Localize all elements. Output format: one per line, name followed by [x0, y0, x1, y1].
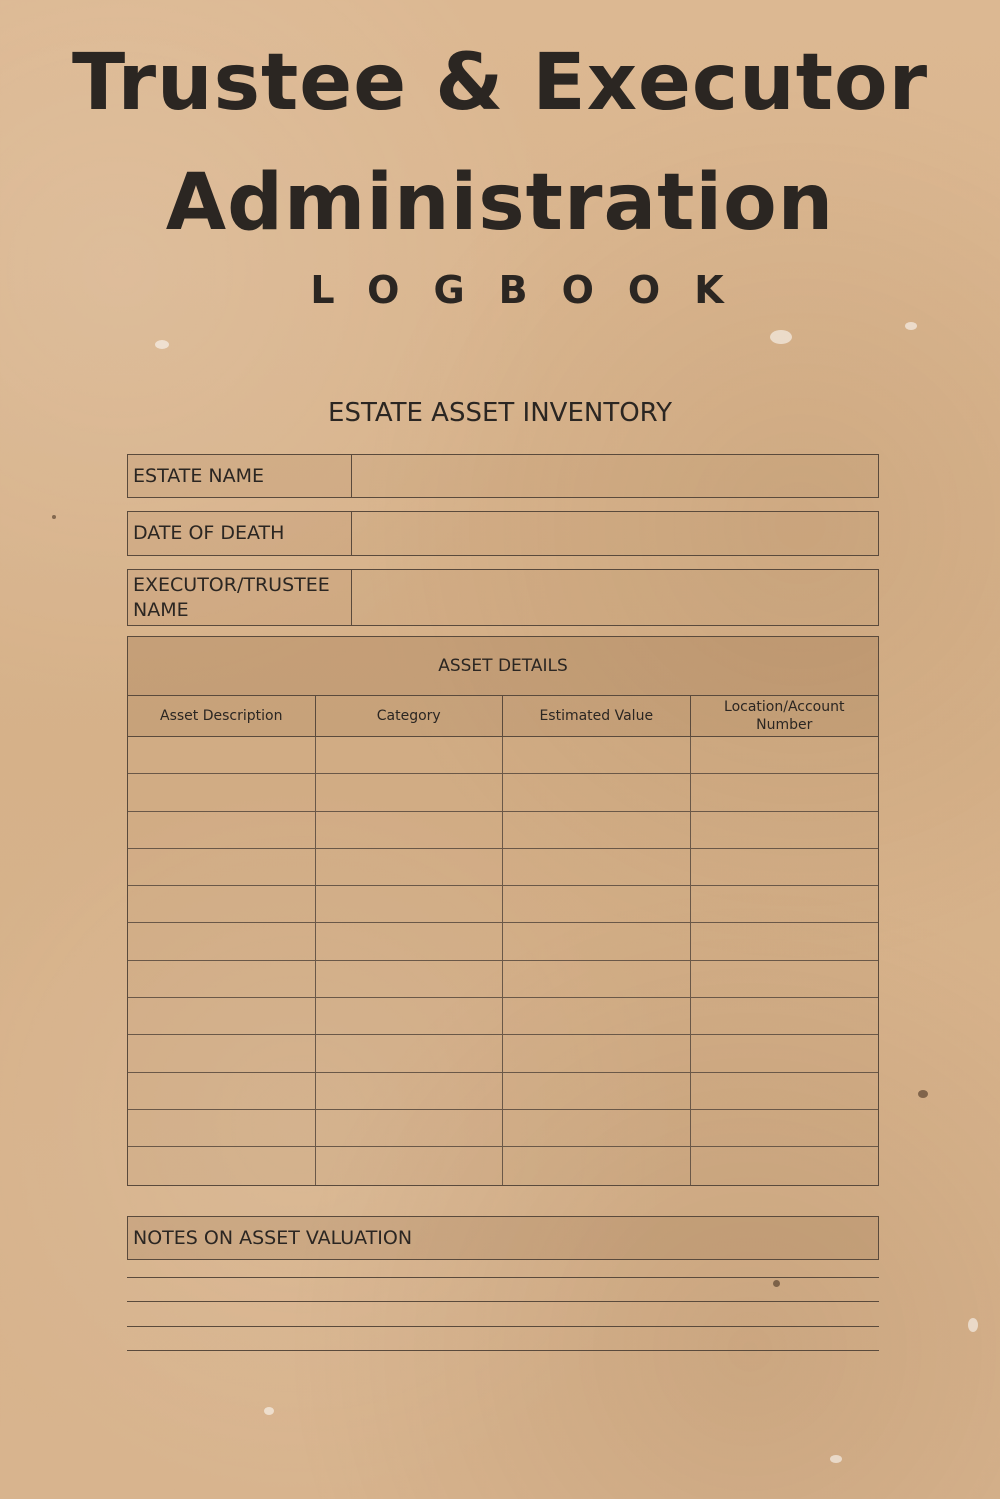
- paper-speck: [264, 1407, 274, 1415]
- table-cell: [503, 923, 691, 959]
- table-cell: [128, 1110, 316, 1146]
- table-cell: [316, 1073, 504, 1109]
- table-cell: [691, 886, 879, 922]
- executor-name-field: [352, 570, 878, 625]
- executor-name-label: EXECUTOR/TRUSTEE NAME: [128, 570, 352, 625]
- paper-speck: [918, 1090, 928, 1098]
- paper-speck: [830, 1455, 842, 1463]
- table-cell: [316, 1110, 504, 1146]
- table-cell: [316, 774, 504, 810]
- column-location-account-number: Location/Account Number: [724, 699, 845, 733]
- table-cell: [691, 849, 879, 885]
- table-cell: [128, 1035, 316, 1071]
- table-cell: [128, 737, 316, 773]
- note-line: [127, 1277, 879, 1278]
- table-cell: [503, 812, 691, 848]
- form-heading: ESTATE ASSET INVENTORY: [328, 398, 672, 428]
- table-cell: [691, 737, 879, 773]
- table-cell: [128, 998, 316, 1034]
- column-category: Category: [316, 696, 504, 736]
- note-line: [127, 1326, 879, 1327]
- asset-details-table: [127, 636, 879, 1186]
- table-cell: [691, 774, 879, 810]
- asset-details-header: ASSET DETAILS: [128, 637, 878, 696]
- table-cell: [503, 737, 691, 773]
- paper-speck: [968, 1318, 978, 1332]
- table-cell: [316, 998, 504, 1034]
- table-cell: [503, 886, 691, 922]
- table-row: [128, 774, 878, 811]
- table-row: [128, 1073, 878, 1110]
- table-cell: [691, 812, 879, 848]
- table-row: [128, 998, 878, 1035]
- paper-speck: [773, 1280, 780, 1287]
- column-asset-description: Asset Description: [128, 696, 316, 736]
- table-row: [128, 1147, 878, 1184]
- table-cell: [503, 1073, 691, 1109]
- table-row: [128, 961, 878, 998]
- column-estimated-value: Estimated Value: [503, 696, 691, 736]
- estate-name-field: [352, 455, 878, 497]
- estate-name-row: [127, 454, 879, 498]
- table-cell: [316, 923, 504, 959]
- table-cell: [503, 998, 691, 1034]
- table-cell: [691, 1110, 879, 1146]
- table-row: [128, 1110, 878, 1147]
- book-title-line-2: Administration: [165, 158, 835, 248]
- table-cell: [128, 1147, 316, 1184]
- table-cell: [128, 849, 316, 885]
- table-cell: [503, 1035, 691, 1071]
- table-cell: [691, 923, 879, 959]
- table-row: [128, 886, 878, 923]
- table-cell: [691, 1073, 879, 1109]
- date-of-death-field: [352, 512, 878, 555]
- table-cell: [316, 1035, 504, 1071]
- table-cell: [128, 886, 316, 922]
- paper-speck: [52, 515, 56, 519]
- book-subtitle: LOGBOOK: [310, 268, 758, 312]
- table-cell: [316, 849, 504, 885]
- table-cell: [503, 1110, 691, 1146]
- book-title-line-1: Trustee & Executor: [71, 38, 929, 128]
- table-cell: [503, 774, 691, 810]
- table-cell: [316, 737, 504, 773]
- paper-speck: [770, 330, 792, 344]
- table-cell: [316, 1147, 504, 1184]
- table-cell: [691, 998, 879, 1034]
- table-cell: [691, 1147, 879, 1184]
- table-cell: [503, 849, 691, 885]
- table-row: [128, 923, 878, 960]
- note-line: [127, 1301, 879, 1302]
- table-cell: [128, 812, 316, 848]
- paper-speck: [155, 340, 169, 349]
- table-row: [128, 1035, 878, 1072]
- table-cell: [128, 774, 316, 810]
- date-of-death-row: [127, 511, 879, 556]
- table-cell: [691, 961, 879, 997]
- asset-rows: [128, 737, 878, 1185]
- paper-speck: [905, 322, 917, 330]
- date-of-death-label: DATE OF DEATH: [128, 512, 352, 555]
- table-cell: [128, 923, 316, 959]
- estate-name-label: ESTATE NAME: [128, 455, 352, 497]
- table-cell: [316, 886, 504, 922]
- note-line: [127, 1350, 879, 1351]
- table-cell: [503, 961, 691, 997]
- table-cell: [316, 961, 504, 997]
- table-row: [128, 849, 878, 886]
- executor-name-row: [127, 569, 879, 626]
- asset-column-headers: [128, 696, 878, 737]
- table-cell: [128, 961, 316, 997]
- notes-on-asset-valuation: NOTES ON ASSET VALUATION: [127, 1216, 879, 1260]
- table-cell: [503, 1147, 691, 1184]
- table-cell: [691, 1035, 879, 1071]
- table-cell: [316, 812, 504, 848]
- table-row: [128, 812, 878, 849]
- table-row: [128, 737, 878, 774]
- table-cell: [128, 1073, 316, 1109]
